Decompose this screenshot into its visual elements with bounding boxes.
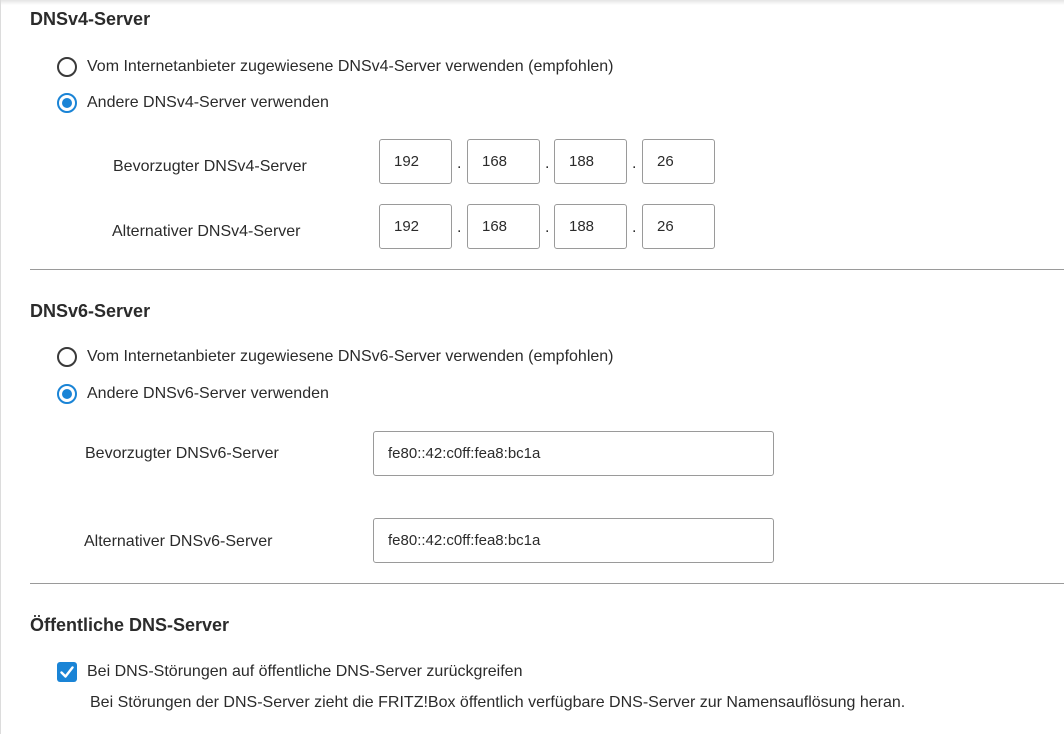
section-divider — [30, 269, 1064, 270]
dnsv4-alternative-octet-3[interactable] — [554, 204, 627, 249]
dnsv4-preferred-label: Bevorzugter DNSv4-Server — [113, 158, 307, 175]
octet-separator: . — [545, 219, 550, 236]
public-dns-section-title: Öffentliche DNS-Server — [30, 615, 230, 635]
dnsv4-alternative-label: Alternativer DNSv4-Server — [112, 223, 301, 240]
octet-separator: . — [457, 219, 462, 236]
dnsv4-other-radio-label[interactable]: Andere DNSv4-Server verwenden — [87, 94, 329, 111]
top-shadow — [0, 0, 1064, 5]
dnsv4-provider-radio[interactable] — [57, 57, 77, 77]
checkmark-icon — [60, 665, 74, 679]
dnsv4-provider-radio-label[interactable]: Vom Internetanbieter zugewiesene DNSv4-Server verwenden (empfohlen) — [87, 58, 614, 75]
left-border — [0, 0, 1, 734]
public-dns-fallback-checkbox[interactable] — [57, 662, 77, 682]
public-dns-description: Bei Störungen der DNS-Server zieht die FRITZ!Box öffentlich verfügbare DNS-Server zur Namensauflösung heran. — [90, 694, 906, 711]
dnsv4-other-radio[interactable] — [57, 93, 77, 113]
octet-separator: . — [632, 155, 637, 172]
dnsv6-alternative-label: Alternativer DNSv6-Server — [84, 533, 273, 550]
dnsv6-section-title: DNSv6-Server — [30, 301, 151, 321]
dnsv6-other-radio-label[interactable]: Andere DNSv6-Server verwenden — [87, 385, 329, 402]
octet-separator: . — [545, 155, 550, 172]
dnsv6-other-radio[interactable] — [57, 384, 77, 404]
section-divider — [30, 583, 1064, 584]
dnsv4-preferred-octet-1[interactable] — [379, 139, 452, 184]
dnsv6-provider-radio-label[interactable]: Vom Internetanbieter zugewiesene DNSv6-Server verwenden (empfohlen) — [87, 348, 614, 365]
dnsv4-alternative-octet-2[interactable] — [467, 204, 540, 249]
dnsv4-alternative-octet-4[interactable] — [642, 204, 715, 249]
octet-separator: . — [632, 219, 637, 236]
public-dns-fallback-label[interactable]: Bei DNS-Störungen auf öffentliche DNS-Server zurückgreifen — [87, 663, 523, 680]
dnsv4-alternative-octet-1[interactable] — [379, 204, 452, 249]
dnsv6-preferred-label: Bevorzugter DNSv6-Server — [85, 445, 279, 462]
dnsv4-preferred-octet-2[interactable] — [467, 139, 540, 184]
dnsv4-section-title: DNSv4-Server — [30, 9, 151, 29]
dnsv6-preferred-input[interactable] — [373, 431, 774, 476]
dnsv4-preferred-octet-4[interactable] — [642, 139, 715, 184]
dnsv6-provider-radio[interactable] — [57, 347, 77, 367]
dnsv4-preferred-octet-3[interactable] — [554, 139, 627, 184]
dnsv6-alternative-input[interactable] — [373, 518, 774, 563]
octet-separator: . — [457, 155, 462, 172]
